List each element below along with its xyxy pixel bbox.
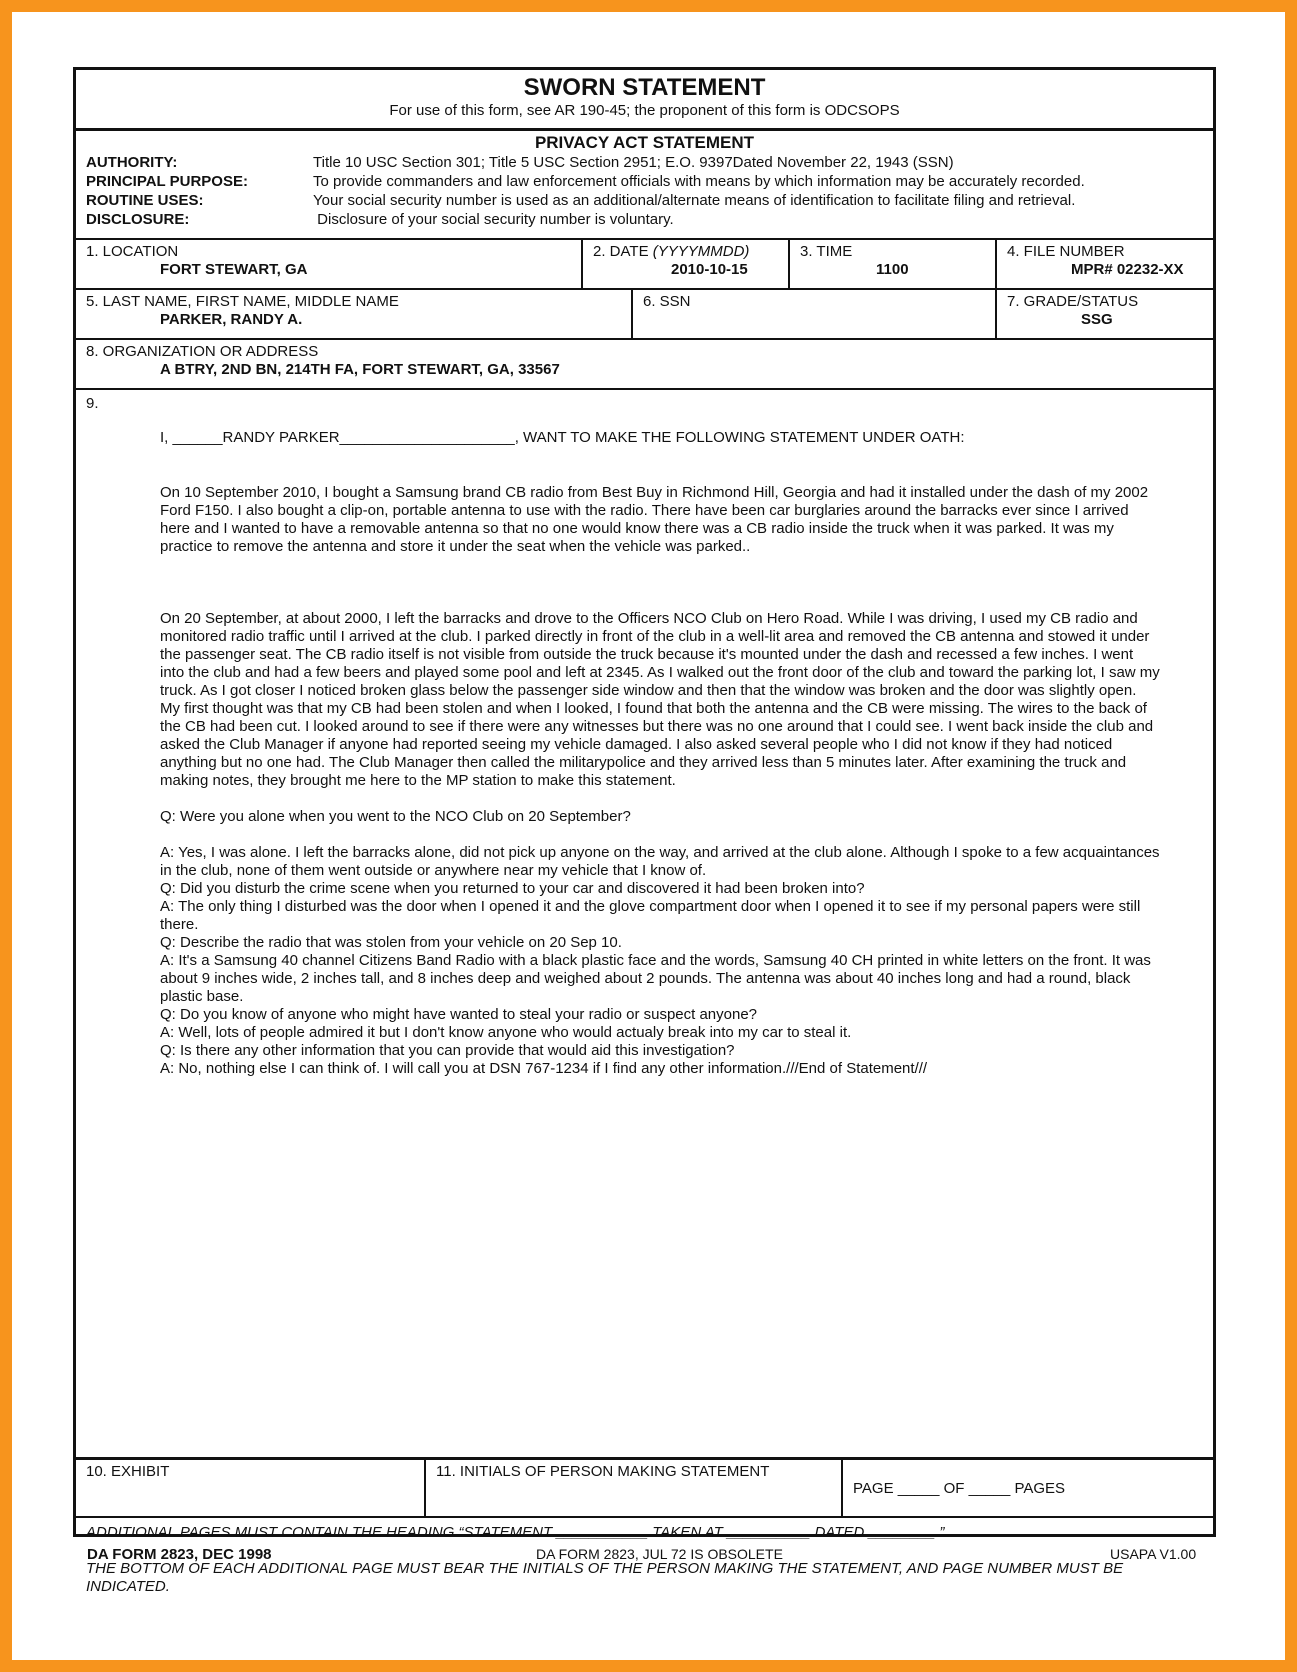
- privacy-act-statement: [76, 130, 1213, 240]
- ssn-label: 6. SSN: [643, 293, 691, 310]
- field-row-organization: [76, 340, 1213, 390]
- form-number: DA FORM 2823, DEC 1998: [87, 1546, 272, 1563]
- privacy-row-authority: [86, 153, 954, 172]
- date-format-note: (YYYYMMDD): [652, 243, 750, 260]
- privacy-label: DISCLOSURE:: [86, 211, 190, 228]
- privacy-label: PRINCIPAL PURPOSE:: [86, 173, 248, 190]
- privacy-row-disclosure: [86, 210, 674, 229]
- field-row-location: [76, 240, 1213, 290]
- oath-line: I, ______RANDY PARKER_____________________, WANT TO MAKE THE FOLLOWING STATEMENT UNDER OATH:: [160, 429, 965, 446]
- date-field[interactable]: [581, 240, 788, 288]
- statement-paragraph: On 20 September, at about 2000, I left the barracks and drove to the Officers NCO Club on Hero Road. While I was driving, I used my CB radio and monitored radio traffic until I arrived at the club. I parked directly in front of the club in a well-lit area and removed the CB antenna and stowed it under the passenger seat. The CB radio itself is not visible from outside the truck because it's mounted under the dash and recessed a few inches. I went into the club and had a few beers and played some pool and left at 2345. As I walked out the front door of the club and toward the parking lot, I saw my truck. As I got closer I noticed broken glass below the passenger side window and then that the window was broken and the door was slightly open. My first thought was that my CB had been stolen and when I looked, I found that both the antenna and the CB were missing. The wires to the back of the CB had been cut. I looked around to see if there were any witnesses but there was no one around that I could see. I went back inside the club and asked the Club Manager if anyone had reported seeing my vehicle damaged. I also asked several people who I did not know if they had noticed anything but no one had. The Club Manager then called the militarypolice and they arrived less than 5 minutes later. After examining the truck and making notes, they brought me here to the MP station to make this statement.: [160, 610, 1160, 789]
- organization-value: A BTRY, 2ND BN, 214TH FA, FORT STEWART, GA, 33567: [160, 361, 560, 378]
- field-row-exhibit: [76, 1460, 1213, 1518]
- question-answer-block: A: Yes, I was alone. I left the barracks alone, did not pick up anyone on the way, and arrived at the club alone. Although I spoke to a few acquaintances in the club, none of them went outside or anywhere near my vehicle that I know of. Q: Did you disturb the crime scene when you returned to your car and discovered it had been broken into? A: The only thing I disturbed was the door when I opened it and the glove compartment door when I opened it to see if my personal papers were still there. Q: Describe the radio that was stolen from your vehicle on 20 Sep 10. A: It's a Samsung 40 channel Citizens Band Radio with a black plastic face and the words, Samsung 40 CH printed in white letters on the front. It was about 9 inches wide, 2 inches tall, and 8 inches deep and weighed about 2 pounds. The antenna was about 40 inches long and had a round, black plastic base. Q: Do you know of anyone who might have wanted to steal your radio or suspect anyone? A: Well, lots of people admired it but I don't know anyone who would actualy break into my car to steal it. Q: Is there any other information that you can provide that would aid this investigation? A: No, nothing else I can think of. I will call you at DSN 767-1234 if I find any other information.///End of Statement///: [160, 844, 1160, 1077]
- date-label: 2. DATE (YYYYMMDD): [593, 243, 750, 260]
- location-value: FORT STEWART, GA: [160, 261, 308, 278]
- version-label: USAPA V1.00: [1110, 1546, 1197, 1562]
- exhibit-label: 10. EXHIBIT: [86, 1463, 170, 1480]
- name-value: PARKER, RANDY A.: [160, 311, 303, 328]
- name-field[interactable]: [76, 290, 631, 338]
- privacy-row-routine-uses: [86, 191, 1075, 210]
- statement-number: 9.: [86, 395, 99, 412]
- privacy-title: PRIVACY ACT STATEMENT: [534, 133, 755, 152]
- question-line: Q: Were you alone when you went to the NCO Club on 20 September?: [160, 808, 631, 825]
- privacy-row-purpose: [86, 172, 1085, 191]
- time-field[interactable]: [788, 240, 995, 288]
- initials-field[interactable]: [424, 1460, 841, 1516]
- privacy-text: Your social security number is used as an additional/alternate means of identification to facilitate filing and retrieval.: [313, 192, 1076, 209]
- note-initials: THE BOTTOM OF EACH ADDITIONAL PAGE MUST BEAR THE INITIALS OF THE PERSON MAKING THE STATEMENT, AND PAGE NUMBER MUST BE INDICATED.: [86, 1560, 1124, 1595]
- note-heading: ADDITIONAL PAGES MUST CONTAIN THE HEADING “STATEMENT ___________ TAKEN AT __________ DATED ________.”: [86, 1524, 945, 1541]
- organization-field[interactable]: [76, 340, 1213, 388]
- page-count-label: PAGE _____ OF _____ PAGES: [853, 1480, 1066, 1497]
- file-number-value: MPR# 02232-XX: [1071, 261, 1184, 278]
- grade-field[interactable]: [995, 290, 1213, 338]
- statement-body[interactable]: [76, 390, 1213, 1460]
- file-number-field[interactable]: [995, 240, 1213, 288]
- privacy-text: Title 10 USC Section 301; Title 5 USC Section 2951; E.O. 9397Dated November 22, 1943 (SSN): [313, 154, 954, 171]
- initials-label: 11. INITIALS OF PERSON MAKING STATEMENT: [436, 1463, 770, 1480]
- privacy-text: To provide commanders and law enforcement officials with means by which information may be accurately recorded.: [313, 173, 1085, 190]
- grade-value: SSG: [1081, 311, 1113, 328]
- time-value: 1100: [876, 261, 909, 278]
- form-header: [76, 70, 1213, 130]
- form-page: [12, 12, 1285, 1660]
- obsolete-note: DA FORM 2823, JUL 72 IS OBSOLETE: [536, 1546, 783, 1562]
- field-row-name: [76, 290, 1213, 340]
- grade-label: 7. GRADE/STATUS: [1007, 293, 1139, 310]
- date-value: 2010-10-15: [671, 261, 748, 278]
- privacy-text: Disclosure of your social security number is voluntary.: [313, 211, 674, 228]
- organization-label: 8. ORGANIZATION OR ADDRESS: [86, 343, 319, 360]
- time-label: 3. TIME: [800, 243, 853, 260]
- file-number-label: 4. FILE NUMBER: [1007, 243, 1125, 260]
- location-label: 1. LOCATION: [86, 243, 179, 260]
- exhibit-field[interactable]: [76, 1460, 424, 1516]
- name-label: 5. LAST NAME, FIRST NAME, MIDDLE NAME: [86, 293, 399, 310]
- location-field[interactable]: [76, 240, 581, 288]
- statement-paragraph: On 10 September 2010, I bought a Samsung brand CB radio from Best Buy in Richmond Hill, Georgia and had it installed under the dash of my 2002 Ford F150. I also bought a clip-on, portable antenna to use with the radio. There have been car burglaries around the barracks ever since I arrived here and I wanted to have a removable antenna so that no one would know there was a CB radio inside the truck when it was parked. It was my practice to remove the antenna and store it under the seat when the vehicle was parked..: [160, 484, 1149, 555]
- ssn-field[interactable]: [631, 290, 995, 338]
- privacy-label: AUTHORITY:: [86, 154, 178, 171]
- page-count-field[interactable]: [841, 1460, 1213, 1516]
- privacy-label: ROUTINE USES:: [86, 192, 204, 209]
- form-subtitle: For use of this form, see AR 190-45; the proponent of this form is ODCSOPS: [389, 102, 900, 119]
- form-title: SWORN STATEMENT: [523, 74, 766, 101]
